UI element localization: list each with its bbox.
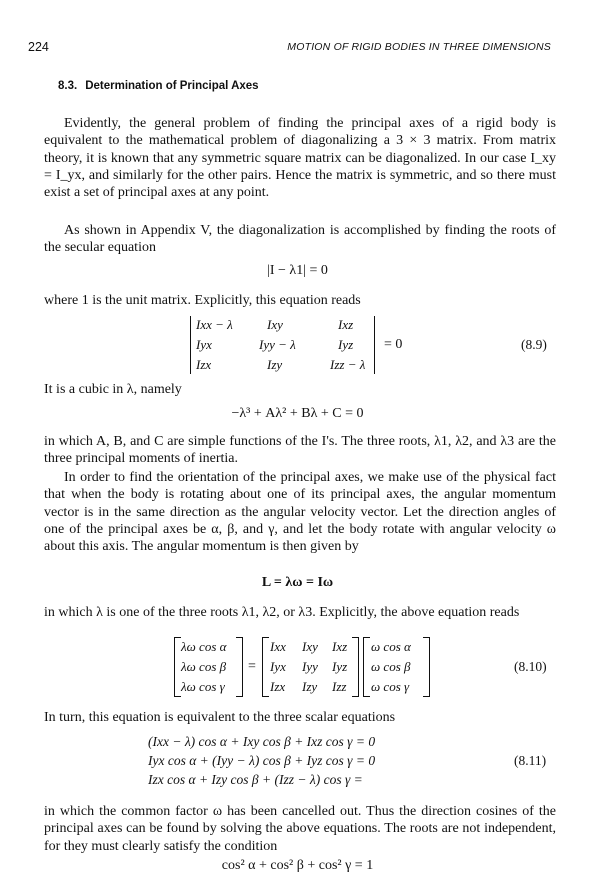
det-cell-2-0: Izx (196, 357, 212, 372)
equation-number-8-9: (8.9) (521, 337, 547, 352)
lhs-right-bracket (236, 637, 243, 697)
equation-number-8-11: (8.11) (514, 753, 547, 768)
section-title: Determination of Principal Axes (85, 80, 259, 92)
angular-momentum-text: L = λω = Iω (261, 575, 334, 590)
inertia-cell-0-2: Ixz (332, 639, 348, 654)
paragraph-explicit: in which λ is one of the three roots λ1, λ2, or λ3. Explicitly, the above equation reads (44, 605, 520, 620)
det-cell-2-1: Izy (267, 357, 283, 372)
cosine-condition-equation (40, 857, 555, 874)
det-cell-1-0: Iyx (196, 337, 212, 352)
angular-momentum-equation (40, 574, 555, 591)
page-number: 224 (28, 40, 49, 54)
det-cell-2-2: Izz − λ (330, 357, 366, 372)
inertia-left-bracket (262, 637, 269, 697)
lhs-left-bracket (174, 637, 181, 697)
inertia-cell-0-0: Ixx (270, 639, 286, 654)
paragraph-unit-matrix: where 1 is the unit matrix. Explicitly, this equation reads (44, 293, 361, 308)
scalar-eq-line-1: (Ixx − λ) cos α + Ixy cos β + Ixz cos γ = 0 (148, 734, 376, 749)
inertia-cell-2-0: Izx (270, 679, 286, 694)
det-cell-1-2: Iyz (338, 337, 354, 352)
lhs-row-1: λω cos β (181, 659, 227, 674)
inertia-cell-2-2: Izz (332, 679, 347, 694)
paragraph-intro: Evidently, the general problem of finding the principal axes of a rigid body is equivalent to the mathematical problem of diagonalizing a 3 × 3 matrix. From matrix theory, it is known that any symmetric square matrix can be diagonalized. In our case I_xy = I_yx, and similarly for the other pairs. Hence the matrix is symmetric, and so there must exist a set of principal axes at any point. (44, 116, 556, 201)
paragraph-roots: in which A, B, and C are simple functions of the I's. The three roots, λ1, λ2, and λ3 are the three principal moments of inertia. (44, 434, 556, 467)
det-cell-0-2: Ixz (338, 317, 354, 332)
inertia-cell-1-0: Iyx (270, 659, 286, 674)
running-title: MOTION OF RIGID BODIES IN THREE DIMENSIONS (287, 41, 551, 53)
rhs-row-2: ω cos γ (371, 679, 410, 694)
matrix-equals: = (248, 659, 256, 674)
det-cell-0-1: Ixy (267, 317, 283, 332)
secular-equation-text: |I − λ1| = 0 (267, 263, 328, 278)
lhs-row-2: λω cos γ (181, 679, 225, 694)
det-equals-zero: = 0 (384, 337, 403, 352)
cubic-equation (40, 405, 555, 422)
cosine-condition-text: cos² α + cos² β + cos² γ = 1 (221, 858, 374, 873)
inertia-cell-2-1: Izy (302, 679, 318, 694)
paragraph-scalar: In turn, this equation is equivalent to the three scalar equations (44, 710, 396, 725)
scalar-eq-line-2: Iyx cos α + (Iyy − λ) cos β + Iyz cos γ = 0 (148, 753, 376, 768)
equation-number-8-10: (8.10) (514, 659, 547, 674)
paragraph-direction-cosines: in which the common factor ω has been cancelled out. Thus the direction cosines of the principal axes can be found by solving the above equations. The roots are not independent, for they must clearly satisfy the condition (44, 804, 556, 854)
scalar-eq-line-3: Izx cos α + Izy cos β + (Izz − λ) cos γ = (148, 772, 363, 787)
inertia-cell-1-2: Iyz (332, 659, 348, 674)
cubic-equation-text: −λ³ + Aλ² + Bλ + C = 0 (231, 406, 364, 421)
det-cell-1-1: Iyy − λ (259, 337, 296, 352)
section-heading (58, 80, 259, 92)
inertia-right-bracket (352, 637, 359, 697)
rhs-row-0: ω cos α (371, 639, 411, 654)
inertia-cell-0-1: Ixy (302, 639, 318, 654)
paragraph-orientation: In order to find the orientation of the principal axes, we make use of the physical fact that when the body is rotating about one of its principal axes, the angular momentum vector is in the same direction as the angular velocity vector. Let the direction angles of one of the principal axes be α, β, and γ, and let the body rotate with angular velocity ω about this axis. The angular momentum is then given by (44, 470, 556, 555)
paragraph-cubic: It is a cubic in λ, namely (44, 382, 182, 397)
inertia-cell-1-1: Iyy (302, 659, 318, 674)
rhs-right-bracket (423, 637, 430, 697)
section-number: 8.3. (58, 80, 78, 92)
rhs-left-bracket (363, 637, 370, 697)
secular-equation (40, 262, 555, 279)
paragraph-appendix: As shown in Appendix V, the diagonalization is accomplished by finding the roots of the secular equation (44, 223, 556, 256)
lhs-row-0: λω cos α (181, 639, 227, 654)
det-cell-0-0: Ixx − λ (196, 317, 233, 332)
rhs-row-1: ω cos β (371, 659, 411, 674)
